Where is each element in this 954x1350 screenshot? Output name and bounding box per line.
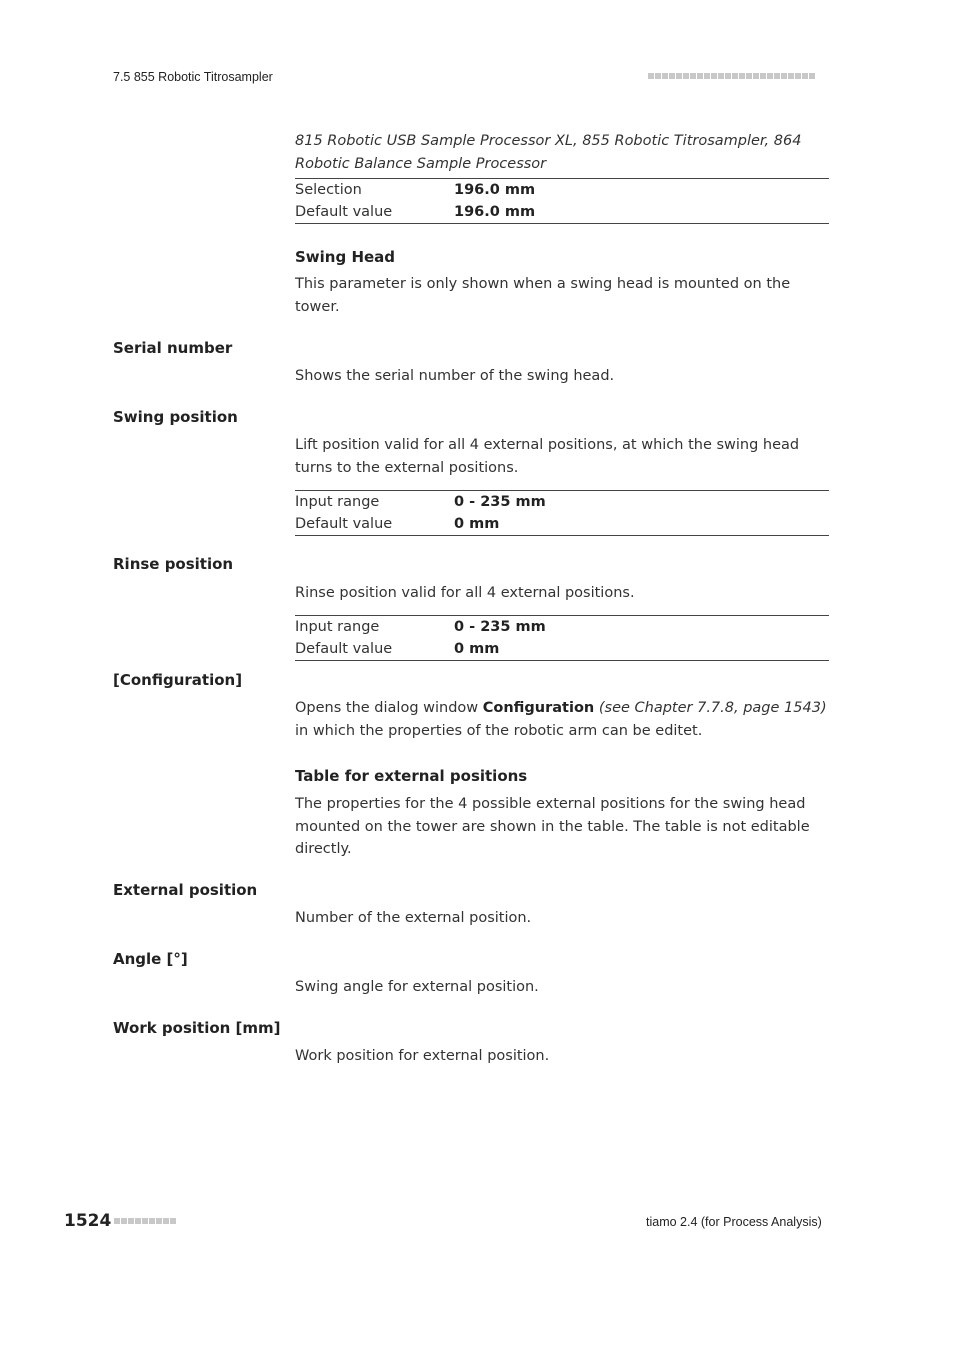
work-position-label: Work position [mm] <box>113 1019 281 1037</box>
swing-position-param-table <box>295 490 829 536</box>
table-row <box>295 616 829 638</box>
angle-label: Angle [°] <box>113 950 188 968</box>
external-table-heading: Table for external positions <box>295 767 528 785</box>
external-position-label: External position <box>113 881 258 899</box>
table-row <box>295 638 829 660</box>
angle-description: Swing angle for external position. <box>295 979 539 995</box>
configuration-bold-word: Configuration <box>482 700 595 716</box>
configuration-text-after: in which the properties of the robotic arm can be editet. <box>295 722 703 739</box>
table-row <box>295 491 829 513</box>
footer-product-name: tiamo 2.4 (for Process Analysis) <box>646 1215 822 1229</box>
configuration-label: [Configuration] <box>113 671 243 689</box>
configuration-chapter-link[interactable]: (see Chapter 7.7.8, page 1543) <box>598 700 827 716</box>
rinse-position-label: Rinse position <box>113 555 234 573</box>
swing-position-description: Lift position valid for all 4 external positions, at which the swing head turns to the external positions. <box>295 437 800 476</box>
configuration-text-before: Opens the dialog window <box>295 700 483 716</box>
param-value: 0 mm <box>454 516 500 532</box>
table-row <box>295 201 829 223</box>
device-list: 815 Robotic USB Sample Processor XL, 855 Robotic Titrosampler, 864 Robotic Balance Sample Processor <box>295 133 802 172</box>
swing-head-heading: Swing Head <box>295 248 396 266</box>
param-value: 196.0 mm <box>454 182 536 198</box>
param-key: Default value <box>295 516 393 532</box>
serial-number-description: Shows the serial number of the swing head. <box>295 368 615 384</box>
external-position-description: Number of the external position. <box>295 910 532 926</box>
param-key: Input range <box>295 494 380 510</box>
rinse-position-param-table <box>295 615 829 661</box>
param-value: 0 - 235 mm <box>454 494 546 510</box>
intro-param-table <box>295 178 829 224</box>
page-number: 1524 <box>64 1211 112 1231</box>
rinse-position-description: Rinse position valid for all 4 external positions. <box>295 585 635 601</box>
param-value: 196.0 mm <box>454 204 536 220</box>
param-value: 0 mm <box>454 641 500 657</box>
running-header-section: 7.5 855 Robotic Titrosampler <box>113 70 273 84</box>
external-table-description: The properties for the 4 possible external positions for the swing head mounted on the tower are shown in the table. The table is not editable directly. <box>295 796 810 857</box>
header-decoration-squares <box>648 73 815 79</box>
param-key: Input range <box>295 619 380 635</box>
swing-position-label: Swing position <box>113 408 238 426</box>
param-key: Default value <box>295 641 393 657</box>
param-key: Selection <box>295 182 362 198</box>
serial-number-label: Serial number <box>113 339 233 357</box>
table-row <box>295 179 829 201</box>
table-row <box>295 513 829 535</box>
swing-head-description: This parameter is only shown when a swing head is mounted on the tower. <box>295 276 791 315</box>
configuration-description <box>295 697 829 742</box>
param-key: Default value <box>295 204 393 220</box>
param-value: 0 - 235 mm <box>454 619 546 635</box>
footer-decoration-squares <box>114 1218 176 1224</box>
work-position-description: Work position for external position. <box>295 1048 550 1064</box>
